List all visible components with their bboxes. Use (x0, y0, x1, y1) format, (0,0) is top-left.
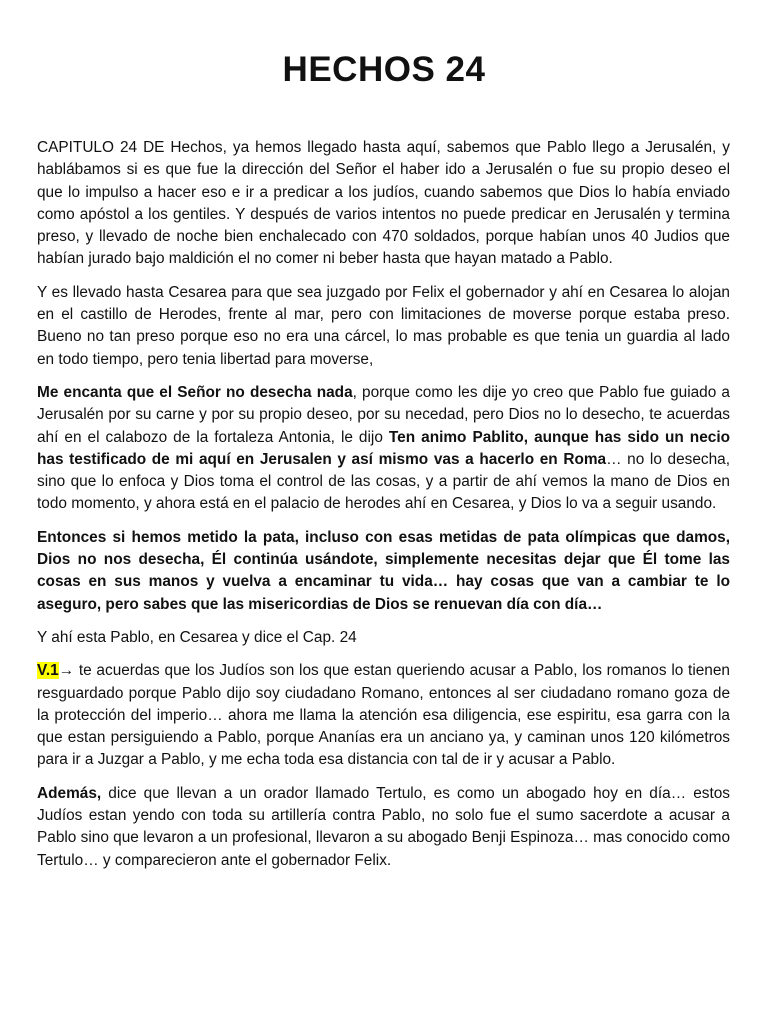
arrow-icon: → (58, 662, 75, 680)
paragraph-5: Y ahí esta Pablo, en Cesarea y dice el Cap. 24 (37, 628, 357, 646)
bold-quote: Ten animo Pablito, aunque has sido un necio has testificado de mi aquí en Jerusalen y así mismo vas a hacerlo en Roma (37, 428, 730, 468)
paragraph-1: CAPITULO 24 DE Hechos, ya hemos llegado hasta aquí, sabemos que Pablo llego a Jerusalén, y hablábamos si es que fue la dirección del Señor el haber ido a Jerusalén o fue su propio deseo el que lo impulso a hacer eso e ir a predicar a los judíos, cuando sabemos que Dios lo había enviado como apóstol a los gentiles. Y después de varios intentos no puede predicar en Jerusalén y termina preso, y llevado de noche bien enchalecado con 470 soldados, porque habían unos 40 Judios que habían jurado bajo maldición el no comer ni beber hasta que hayan matado a Pablo. (37, 139, 730, 268)
paragraph-text: … no lo desecha, sino que lo enfoca y Dios toma el control de las cosas, y a partir de ahí vemos la mano de Dios en todo momento, y ahora está en el palacio de herodes ahí en Cesarea, y Dios lo va a seguir usando. (37, 450, 731, 513)
paragraph-text: , porque como les dije yo creo que Pablo fue guiado a Jerusalén por su carne y por su propio deseo, por su necedad, pero Dios no lo desecho, te acuerdas ahí en el calabozo de la fortaleza Antonia, le dijo (37, 383, 730, 446)
bold-phrase: Me encanta que el Señor no desecha nada (37, 383, 353, 401)
paragraph-6 (37, 660, 730, 771)
page-title: HECHOS 24 (282, 50, 486, 89)
paragraph-7 (37, 783, 730, 872)
bold-phrase: Además, (37, 784, 102, 802)
paragraph-text: te acuerdas que los Judíos son los que estan queriendo acusar a Pablo, los romanos lo tienen resguardado porque Pablo dijo soy ciudadano Romano, entonces al ser ciudadano romano goza de la protección del imperio… ahora me llama la atención esa diligencia, ese espiritu, esa garra con la que estan persiguiendo a Pablo, porque Ananías era un anciano ya, y caminan unos 120 kilómetros para ir a Juzgar a Pablo, y me echa toda esa distancia con tal de ir y acusar a Pablo. (37, 662, 730, 769)
document-body (37, 137, 730, 883)
paragraph-4: Entonces si hemos metido la pata, incluso con esas metidas de pata olímpicas que damos, Dios no nos desecha, Él continúa usándote, simplemente necesitas dejar que Él tome las cosas en sus manos y vuelva a encaminar tu vida… hay cosas que van a cambiar te lo aseguro, pero sabes que las misericordias de Dios se renuevan día con día… (37, 528, 730, 613)
paragraph-3 (37, 382, 730, 516)
verse-label-highlight: V.1 (37, 662, 59, 680)
paragraph-2: Y es llevado hasta Cesarea para que sea juzgado por Felix el gobernador y ahí en Cesarea lo alojan en el castillo de Herodes, frente al mar, pero con limitaciones de moverse porque estaba preso. Bueno no tan preso porque eso no era una cárcel, lo mas probable es que tenia un guardia al lado en todo tiempo, pero tenia libertad para moverse, (37, 283, 730, 368)
paragraph-text: dice que llevan a un orador llamado Tertulo, es como un abogado hoy en día… estos Judíos estan yendo con toda su artillería contra Pablo, no solo fue el sumo sacerdote a acusar a Pablo sino que levaron a un profesional, llevaron a su abogado Benji Espinoza… mas conocido como Tertulo… y comparecieron ante el gobernador Felix. (37, 784, 731, 869)
